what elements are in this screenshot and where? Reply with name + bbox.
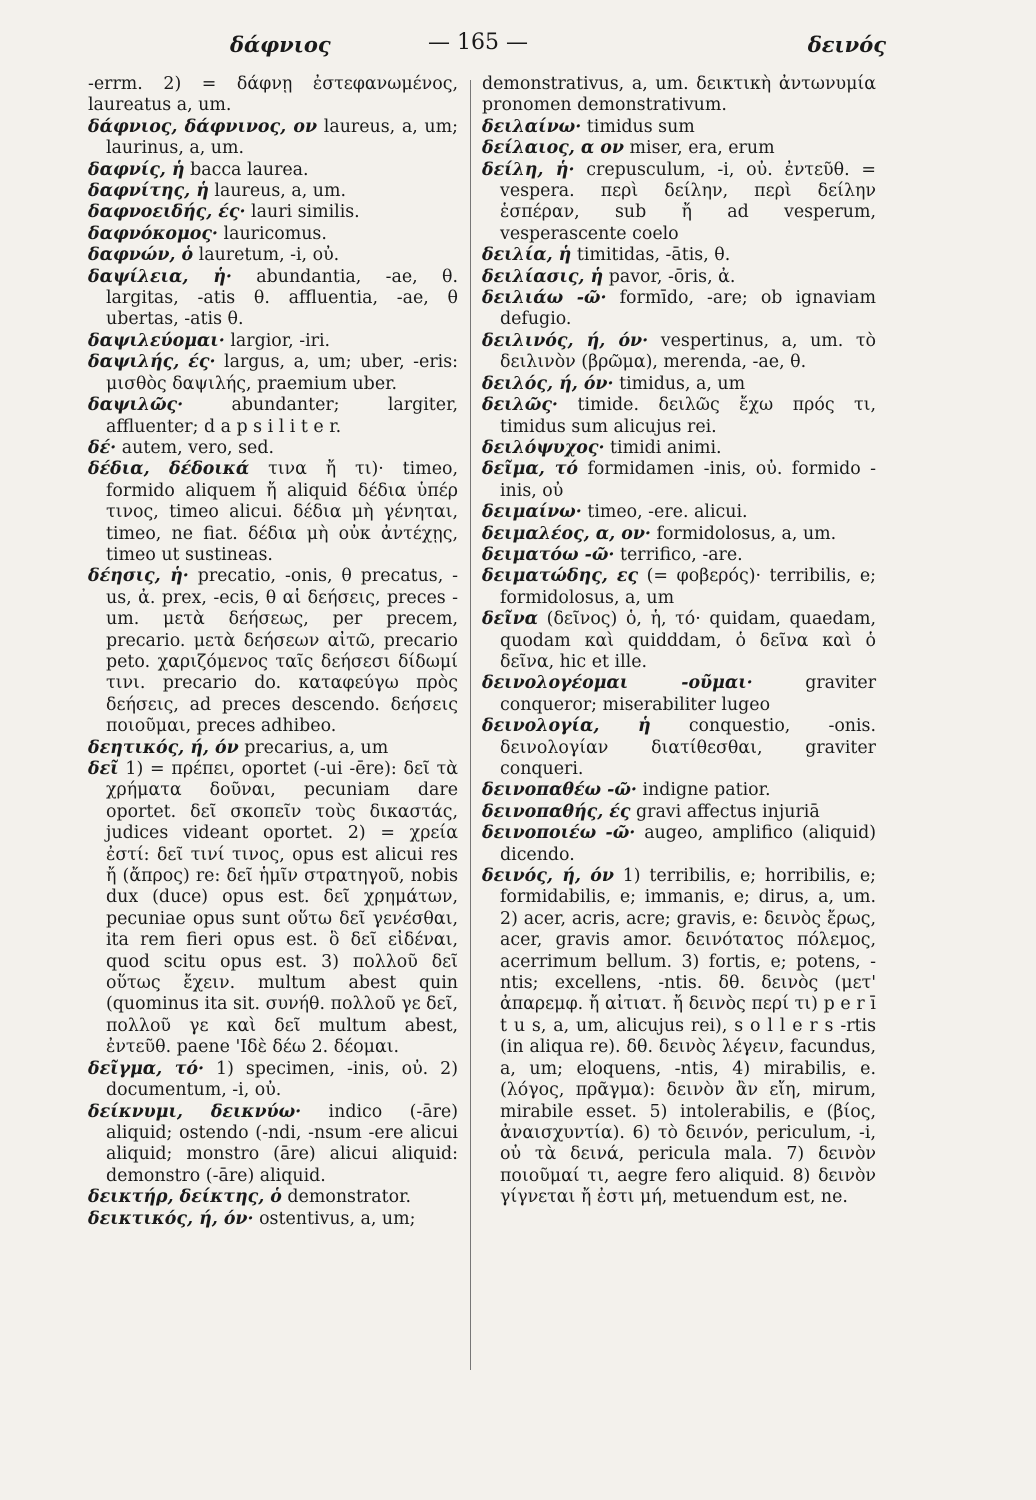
entry-headword: δαφνών, ὁ xyxy=(88,245,194,266)
entry-definition: 1) terribilis, e; horribilis, e; formidabilis, e; immanis, e; dirus, a, um. 2) acer, acris, acre; gravis, e: δεινὸς ἔρως, acer, gravis amor. δεινότατος πόλεμος, acerrimum bellum. 3) fortis, e; potens, -ntis; excellens, -ntis. δθ. δεινὸς (μετ' ἀπαρεμφ. ἤ αἰτιατ. ἤ δεινὸς περί τι) p e r ī t u s, a, um, alicujus rei), s o l l e r s -rtis (in aliqua re). δθ. δεινὸς λέγειν, facundus, a, um; eloquens, -ntis, 4) mirabilis, e. (λόγος, πρᾶγμα): δεινὸν ἂν εἴη, mirum, mirabile esset. 5) intolerabilis, e (βίος, ἀναισχυντία). 6) τὸ δεινόν, periculum, -i, οὐ τὰ δεινά, pericula mala. 7) δεινὸν ποιοῦμαί τι, aegre fero aliquid. 8) δεινὸν γίγνεται ἤ ἐστι μή, metuendum est, ne. xyxy=(500,866,876,1208)
entry-headword: δεινολογία, ἡ xyxy=(482,716,651,737)
entry-definition: conquestio, -onis. δεινολογίαν διατίθεσθαι, graviter conqueri. xyxy=(500,716,877,779)
entry-headword: δέδια, δέδοικά xyxy=(88,459,250,480)
entry-definition: augeo, amplifico (aliquid) dicendo. xyxy=(500,823,876,865)
entry-headword: δείλαιος, α ον xyxy=(482,138,624,159)
dictionary-entry xyxy=(482,288,876,331)
dictionary-entry xyxy=(482,566,876,609)
entry-headword: δεῖμα, τό xyxy=(482,459,579,480)
dictionary-entry xyxy=(482,609,876,673)
entry-headword: δαφνοειδής, ές· xyxy=(88,202,246,223)
entry-headword: δέ· xyxy=(88,437,117,458)
entry-definition: ostentivus, a, um; xyxy=(253,1208,416,1229)
entry-headword: δεινοποιέω -ῶ· xyxy=(482,823,636,844)
entry-headword: δάφνιος, δάφνινος, ον xyxy=(88,116,318,137)
entry-definition: timidi animi. xyxy=(604,437,722,458)
entry-definition: formīdo, -are; ob ignaviam defugio. xyxy=(500,288,876,330)
entry-headword: δειλαίνω· xyxy=(482,116,582,137)
column-divider xyxy=(470,80,471,1370)
entry-headword: δείλη, ἡ· xyxy=(482,159,575,180)
entry-definition: indico (-āre) aliquid; ostendo (-ndi, -nsum -ere alicui aliquid; monstro (āre) alicui aliquid: demonstro (-āre) aliquid. xyxy=(106,1101,458,1186)
entry-definition: formidolosus, a, um. xyxy=(650,523,837,544)
entry-definition: τινα ἤ τι)· timeo, formido aliquem ἤ aliquid δέδια ὑπέρ τινος, timeo alicui. δέδια μὴ γένηται, timeo, ne fiat. δέδια μὴ οὐκ ἀντέχῃς, timeo ut sustineas. xyxy=(106,459,458,565)
entry-definition: timidus sum xyxy=(581,116,695,137)
entry-definition: 1) = πρέπει, oportet (-ui -ēre): δεῖ τὰ χρήματα δοῦναι, pecuniam dare oportet. δεῖ σκοπεῖν τοὺς δικαστάς, judices videant oportet. 2) = χρεία ἐστί: δεῖ τινί τινος, opus est alicui res ἤ (ἄπρος) re: δεῖ ἡμῖν στρατηγοῦ, nobis dux (duce) opus est. δεῖ χρημάτων, pecuniae opus sunt οὕτω δεῖ γενέσθαι, ita rem fieri opus est. ὃ δεῖ εἰδέναι, quod scitu opus est. 3) πολλοῦ δεῖ οὕτως ἔχειν. multum abest quin (quominus ita sit. συνήθ. πολλοῦ γε δεῖ, πολλοῦ γε καὶ δεῖ multum abest, ἐντεῦθ. paene 'Ιδὲ δέω 2. δέομαι. xyxy=(106,759,458,1058)
entry-definition: miser, era, erum xyxy=(623,138,775,159)
dictionary-entry xyxy=(482,331,876,374)
entry-definition: demonstrativus, a, um. δεικτικὴ ἀντωνυμία pronomen demonstrativum. xyxy=(482,74,876,116)
entry-definition: timidus, a, um xyxy=(613,373,746,394)
entry-headword: δειματώδης, ες xyxy=(482,566,639,587)
dictionary-entry xyxy=(88,245,458,266)
entry-definition: laureus, a, um; laurinus, a, um. xyxy=(106,116,458,159)
entry-definition: precatio, -onis, θ precatus, -us, ἀ. prex, -ecis, θ αἱ δεήσεις, preces -um. μετὰ δεήσεως, per precem, precario. μετὰ δεήσεων αἰτῶ, precario peto. χαριζόμενος ταῖς δεήσεσι δίδωμί τινι. precario do. καταφεύγω πρὸς δεήσεις, ad preces descendo. δεήσεις ποιοῦμαι, preces adhibeo. xyxy=(106,566,458,737)
dictionary-entry xyxy=(482,160,876,246)
entry-headword: δεινολογέομαι -οῦμαι· xyxy=(482,673,753,694)
dictionary-entry xyxy=(88,566,458,737)
running-header xyxy=(88,30,948,64)
entry-headword: δείκνυμι, δεικνύω· xyxy=(88,1101,302,1122)
entry-definition: abundantia, -ae, θ. largitas, -atis θ. affluentia, -ae, θ ubertas, -atis θ. xyxy=(106,266,458,330)
entry-headword: δειλινός, ή, όν· xyxy=(482,330,649,351)
left-guide-word: δάφνιος xyxy=(230,32,331,57)
dictionary-entry xyxy=(482,716,876,780)
entry-headword: δειλόψυχος· xyxy=(482,437,605,458)
entry-headword: δειματόω -ῶ· xyxy=(482,544,615,565)
entry-definition: precarius, a, um xyxy=(238,737,389,758)
right-guide-word: δεινός xyxy=(807,32,886,57)
dictionary-entry xyxy=(482,138,876,159)
entry-headword: δαψίλεια, ἡ· xyxy=(88,266,232,287)
dictionary-entry xyxy=(88,438,458,459)
dictionary-entry xyxy=(88,202,458,223)
entry-definition: -errm. 2) = δάφνῃ ἐστεφανωμένος, laureatus a, um. xyxy=(88,74,458,116)
dictionary-entry xyxy=(88,331,458,352)
entry-headword: δαφνόκομος· xyxy=(88,223,218,244)
entry-definition: gravi affectus injuriā xyxy=(630,801,820,822)
entry-headword: δεικτήρ, δείκτης, ὁ xyxy=(88,1187,282,1208)
dictionary-entry xyxy=(482,673,876,716)
dictionary-entry xyxy=(88,74,458,117)
entry-headword: δαφνίς, ἡ xyxy=(88,159,185,180)
left-column xyxy=(88,74,458,1230)
entry-headword: δειμαλέος, α, ον· xyxy=(482,523,651,544)
dictionary-entry xyxy=(88,1209,458,1230)
dictionary-entry xyxy=(482,802,876,823)
entry-headword: δειλῶς· xyxy=(482,395,558,416)
dictionary-entry xyxy=(88,759,458,1059)
dictionary-entry xyxy=(88,352,458,395)
entry-definition: formidamen -inis, οὐ. formido -inis, οὐ xyxy=(500,459,876,501)
entry-definition: (= φοβερός)· terribilis, e; formidolosus, a, um xyxy=(500,566,876,608)
entry-definition: timitidas, -ātis, θ. xyxy=(571,245,731,266)
entry-definition: indigne patior. xyxy=(636,780,771,801)
entry-definition: crepusculum, -i, οὐ. ἐντεῦθ. = vespera. περὶ δείλην, περὶ δείλην ἑσπέραν, sub ἤ ad vesperum, vesperascente coelo xyxy=(500,159,876,244)
entry-definition: 1) specimen, -inis, οὐ. 2) documentum, -i, οὐ. xyxy=(106,1058,458,1101)
entry-headword: δειλίασις, ἡ xyxy=(482,266,604,287)
dictionary-entry xyxy=(482,395,876,438)
dictionary-entry xyxy=(482,117,876,138)
entry-headword: δέησις, ἡ· xyxy=(88,566,189,587)
entry-definition: largus, a, um; uber, -eris: μισθὸς δαψιλής, praemium uber. xyxy=(106,352,458,394)
entry-definition: largior, -iri. xyxy=(224,330,331,351)
dictionary-entry xyxy=(482,267,876,288)
dictionary-entry xyxy=(482,780,876,801)
entry-headword: δαφνίτης, ἡ xyxy=(88,181,209,202)
dictionary-entry xyxy=(482,502,876,523)
dictionary-entry xyxy=(88,1187,458,1208)
dictionary-entry xyxy=(482,374,876,395)
entry-headword: δεητικός, ή, όν xyxy=(88,737,239,758)
dictionary-entry xyxy=(482,459,876,502)
right-column xyxy=(482,74,876,1209)
entry-definition: autem, vero, sed. xyxy=(116,437,274,458)
entry-definition: lauricomus. xyxy=(218,223,327,244)
dictionary-entry xyxy=(88,1059,458,1102)
entry-definition: timeo, -ere. alicui. xyxy=(581,502,748,523)
entry-definition: vespertinus, a, um. τὸ δειλινὸν (βρῶμα), merenda, -ae, θ. xyxy=(500,330,876,373)
entry-headword: δαψιλῶς· xyxy=(88,395,184,416)
dictionary-entry xyxy=(88,160,458,181)
entry-definition: laureus, a, um. xyxy=(208,181,346,202)
dictionary-entry xyxy=(88,738,458,759)
entry-definition: (δεῖνος) ὁ, ἡ, τό· quidam, quaedam, quodam καὶ quidddam, ὁ δεῖνα καὶ ὁ δεῖνα, hic et ille. xyxy=(500,609,876,672)
entry-headword: δαψιλής, ές· xyxy=(88,352,216,373)
entry-headword: δειμαίνω· xyxy=(482,502,582,523)
dictionary-entry xyxy=(88,181,458,202)
dictionary-entry xyxy=(88,224,458,245)
entry-definition: lauretum, -i, οὐ. xyxy=(193,245,340,266)
dictionary-entry xyxy=(482,545,876,566)
entry-headword: δειλία, ἡ xyxy=(482,245,572,266)
entry-definition: bacca laurea. xyxy=(184,159,309,180)
dictionary-entry xyxy=(88,395,458,438)
dictionary-entry xyxy=(88,267,458,331)
dictionary-entry xyxy=(482,245,876,266)
dictionary-entry xyxy=(88,459,458,566)
entry-definition: timide. δειλῶς ἔχω πρός τι, timidus sum alicujus rei. xyxy=(500,395,876,437)
entry-headword: δεῖ xyxy=(88,759,119,779)
dictionary-entry xyxy=(482,823,876,866)
entry-headword: δεῖγμα, τό· xyxy=(88,1058,205,1079)
entry-headword: δεινοπαθέω -ῶ· xyxy=(482,780,637,801)
entry-headword: δεινός, ή, όν xyxy=(482,866,614,887)
dictionary-entry xyxy=(88,117,458,160)
entry-definition: lauri similis. xyxy=(245,202,360,223)
entry-headword: δειλός, ή, όν· xyxy=(482,373,614,394)
entry-definition: terrifico, -are. xyxy=(614,544,743,565)
entry-headword: δεικτικός, ή, όν· xyxy=(88,1208,254,1229)
page-number: — 165 — xyxy=(428,30,528,55)
entry-definition: demonstrator. xyxy=(281,1187,412,1208)
entry-headword: δεῖνα xyxy=(482,609,539,630)
dictionary-entry xyxy=(88,1102,458,1188)
dictionary-entry xyxy=(482,438,876,459)
entry-headword: δειλιάω -ῶ· xyxy=(482,288,607,309)
dictionary-entry xyxy=(482,74,876,117)
entry-headword: δαψιλεύομαι· xyxy=(88,330,225,351)
dictionary-entry xyxy=(482,524,876,545)
dictionary-entry xyxy=(482,866,876,1209)
entry-definition: pavor, -ōris, ἀ. xyxy=(603,266,736,287)
entry-definition: graviter conqueror; miserabiliter lugeo xyxy=(500,673,877,715)
entry-headword: δεινοπαθής, ές xyxy=(482,801,631,822)
entry-definition: abundanter; largiter, affluenter; d a p s i l i t e r. xyxy=(106,395,458,437)
